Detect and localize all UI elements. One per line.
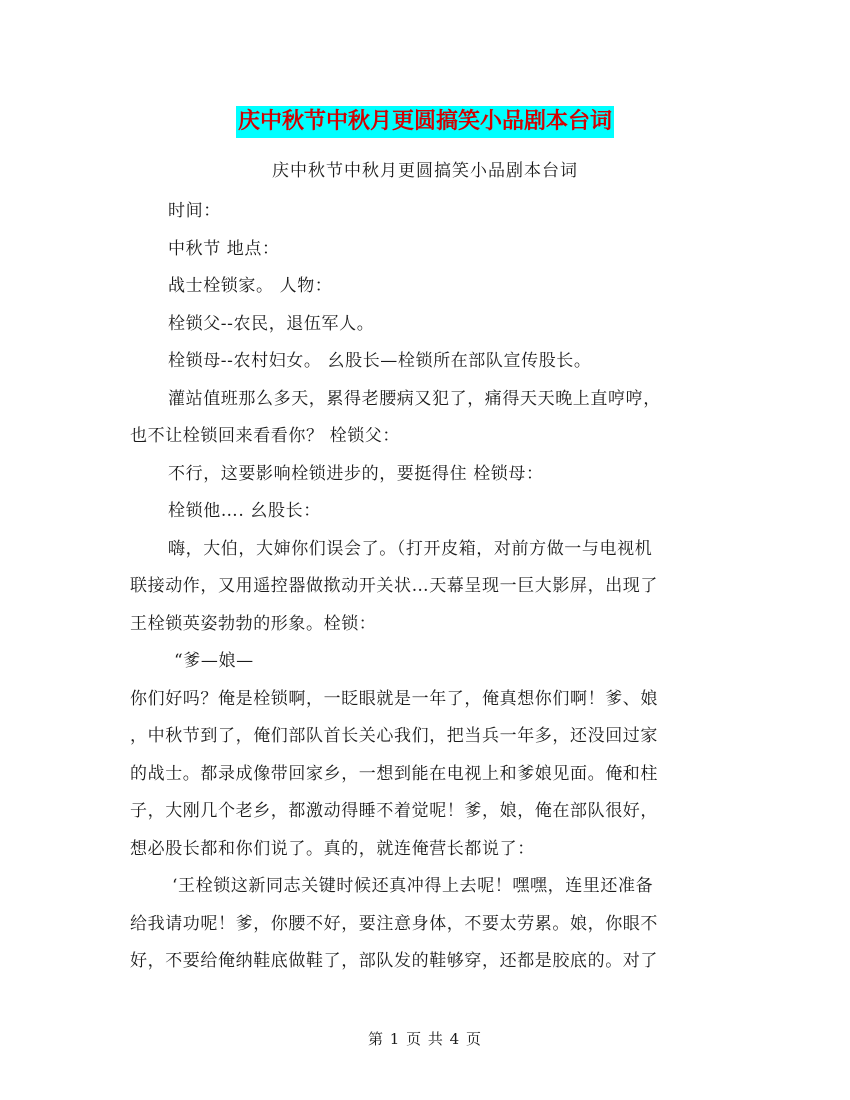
body-line: 栓锁他…. 幺股长： [168,501,321,521]
document-title [0,98,850,138]
body-line: 也不让栓锁回来看看你？ 栓锁父： [130,426,401,446]
body-line: 的战士。都录成像带回家乡，一想到能在电视上和爹娘见面。俺和柱 [130,763,658,784]
body-line: ‘王栓锁这新同志关键时候还真冲得上去呢！嘿嘿，连里还准备 [172,876,654,896]
body-line: 时间： [168,201,221,221]
body-line: 不行，这要影响栓锁进步的，要挺得住 栓锁母： [168,463,544,484]
body-line: “爹—娘— [174,651,254,671]
document-body [130,193,720,981]
body-line: 好，不要给俺纳鞋底做鞋了，部队发的鞋够穿，还都是胶底的。对了 [130,951,658,971]
body-line: 中秋节 地点： [168,238,280,259]
body-line: 栓锁父--农民，退伍军人。 [168,313,375,334]
document-title-text: 庆中秋节中秋月更圆搞笑小品剧本台词 [236,106,614,138]
body-line: 灌站值班那么多天，累得老腰病又犯了，痛得天天晚上直哼哼， [168,388,661,409]
body-line: 嗨，大伯，大婶你们误会了。（打开皮箱，对前方做一与电视机 [168,538,653,559]
body-line: 想必股长都和你们说了。真的，就连俺营长都说了： [130,838,535,859]
body-line: 王栓锁英姿勃勃的形象。栓锁： [130,613,377,634]
document-subtitle: 庆中秋节中秋月更圆搞笑小品剧本台词 [272,161,578,181]
body-line: 你们好吗？俺是栓锁啊，一眨眼就是一年了，俺真想你们啊！爹、娘 [130,688,658,709]
body-line: 联接动作，又用遥控器做揿动开关状…天幕呈现一巨大影屏，出现了 [130,576,658,596]
page-number: 第 1 页 共 4 页 [368,1030,482,1048]
body-line: 栓锁母--农村妇女。 幺股长—栓锁所在部队宣传股长。 [168,351,592,371]
body-line: 子，大刚几个老乡，都激动得睡不着觉呢！爹，娘，俺在部队很好， [130,801,658,821]
body-line: ，中秋节到了，俺们部队首长关心我们，把当兵一年多，还没回过家 [130,726,658,746]
body-line: 给我请功呢！爹，你腰不好，要注意身体，不要太劳累。娘，你眼不 [130,913,658,934]
body-line: 战士栓锁家。 人物： [168,276,333,296]
